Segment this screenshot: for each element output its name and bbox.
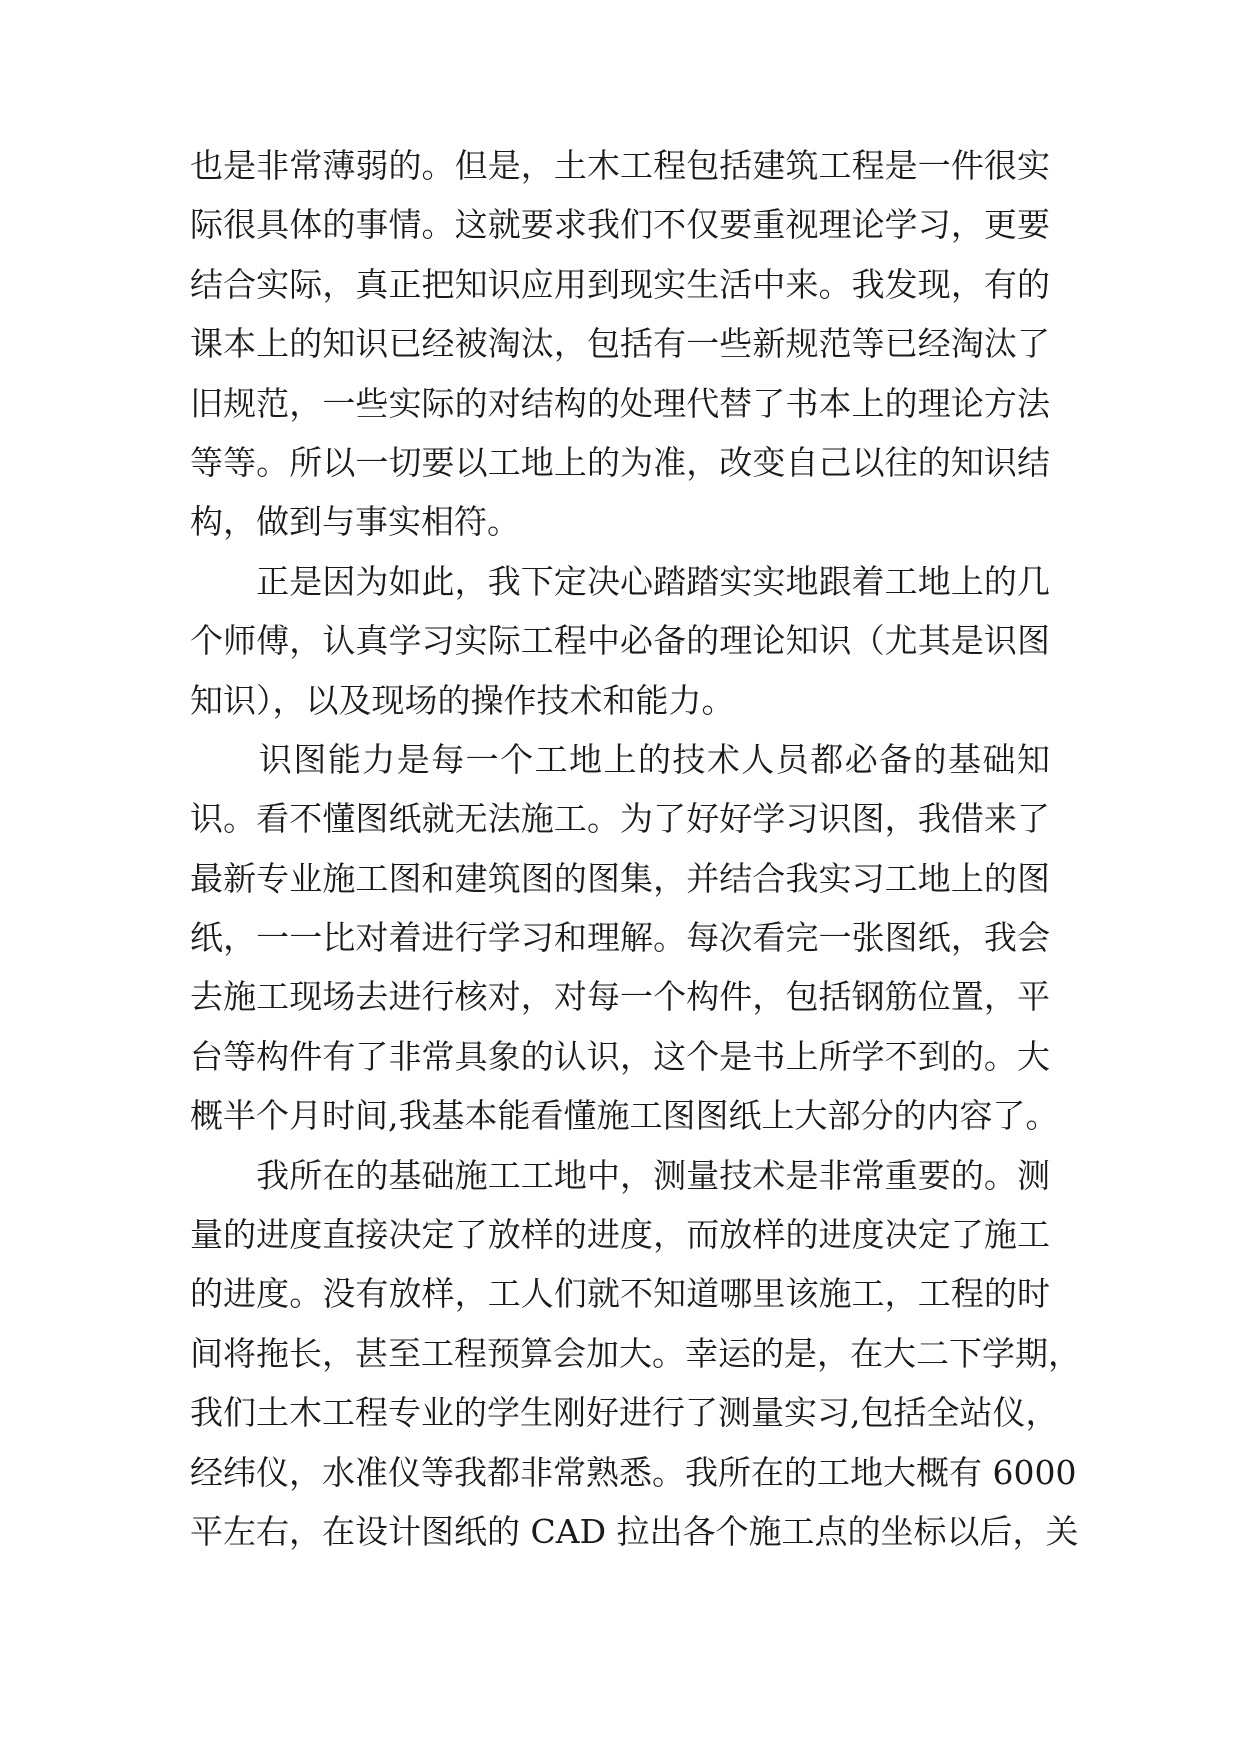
text-line: 识图能力是每一个工地上的技术人员都必备的基础知 (190, 739, 1050, 779)
body-text (190, 136, 1081, 1561)
text-line: 个师傅，认真学习实际工程中必备的理论知识（尤其是识图 (190, 621, 1050, 661)
text-line: 纸，一一比对着进行学习和理解。每次看完一张图纸，我会 (190, 918, 1050, 958)
text-line: 概半个月时间,我基本能看懂施工图图纸上大部分的内容了。 (190, 1096, 1059, 1136)
text-line: 构，做到与事实相符。 (190, 502, 520, 542)
text-line: 课本上的知识已经被淘汰，包括有一些新规范等已经淘汰了 (190, 324, 1050, 364)
text-line: 际很具体的事情。这就要求我们不仅要重视理论学习，更要 (190, 205, 1050, 245)
text-line: 也是非常薄弱的。但是，土木工程包括建筑工程是一件很实 (190, 146, 1050, 185)
text-line: 我们土木工程专业的学生刚好进行了测量实习,包括全站仪， (190, 1393, 1059, 1433)
text-line: 经纬仪，水准仪等我都非常熟悉。我所在的工地大概有 6000 (190, 1452, 1077, 1492)
text-line: 去施工现场去进行核对，对每一个构件，包括钢筋位置，平 (190, 977, 1050, 1017)
text-line: 我所在的基础施工工地中，测量技术是非常重要的。测 (190, 1155, 1050, 1195)
text-line: 台等构件有了非常具象的认识，这个是书上所学不到的。大 (190, 1036, 1050, 1076)
text-line: 平左右，在设计图纸的 CAD 拉出各个施工点的坐标以后，关 (190, 1511, 1079, 1551)
text-line: 等等。所以一切要以工地上的为准，改变自己以往的知识结 (190, 442, 1050, 482)
text-line: 最新专业施工图和建筑图的图集，并结合我实习工地上的图 (190, 858, 1050, 898)
text-line: 量的进度直接决定了放样的进度，而放样的进度决定了施工 (190, 1215, 1050, 1255)
text-line: 正是因为如此，我下定决心踏踏实实地跟着工地上的几 (190, 561, 1050, 601)
text-line: 的进度。没有放样，工人们就不知道哪里该施工，工程的时 (190, 1274, 1050, 1314)
text-line: 知识），以及现场的操作技术和能力。 (190, 680, 735, 720)
text-line: 间将拖长，甚至工程预算会加大。幸运的是，在大二下学期， (190, 1333, 1081, 1373)
text-line: 结合实际，真正把知识应用到现实生活中来。我发现，有的 (190, 264, 1050, 304)
text-line: 识。看不懂图纸就无法施工。为了好好学习识图，我借来了 (190, 799, 1050, 839)
text-line: 旧规范，一些实际的对结构的处理代替了书本上的理论方法 (190, 383, 1050, 423)
